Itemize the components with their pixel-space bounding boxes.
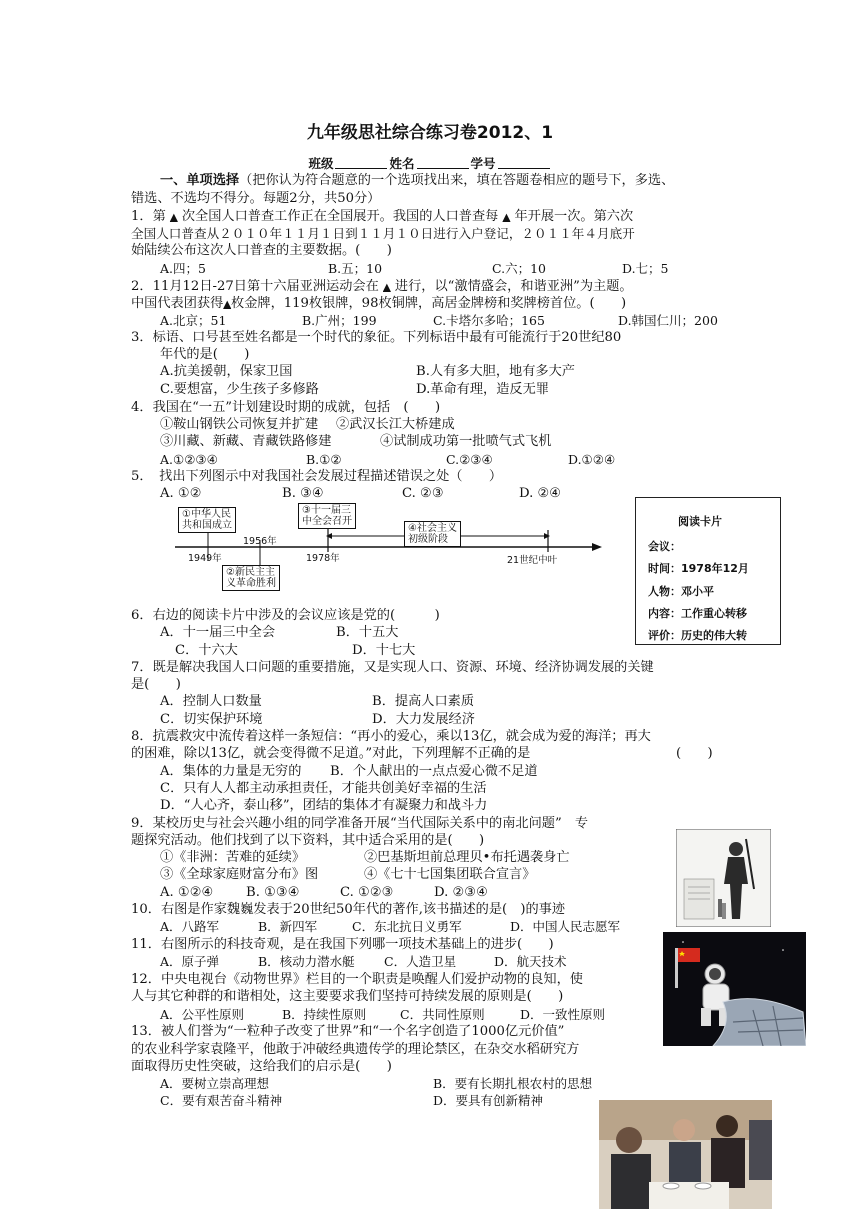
q9-option-c[interactable]: C. ①②③: [340, 885, 394, 900]
q9-statement-3: ③《全球家庭财富分布》图: [160, 867, 319, 882]
q13-option-d[interactable]: D．要具有创新精神: [433, 1093, 544, 1108]
q4-option-d[interactable]: D.①②④: [568, 452, 616, 467]
question-13-line-1: 13．被人们誉为“一粒种子改变了世界”和“一个名字创造了1000亿元价值”: [131, 1024, 565, 1039]
q6-option-a[interactable]: A．十一届三中全会: [160, 625, 276, 640]
question-12-line-2: 人与其它种群的和谐相处，这主要要求我们坚持可持续发展的原则是( ): [131, 989, 564, 1004]
q4-statement-2: ②武汉长江大桥建成: [336, 417, 455, 432]
q10-option-b[interactable]: B．新四军: [258, 919, 318, 934]
q12-option-c[interactable]: C．共同性原则: [400, 1007, 485, 1022]
question-7-line-2: 是( ): [131, 677, 181, 692]
q5-option-c[interactable]: C. ②③: [402, 486, 444, 501]
question-12-line-1: 12．中央电视台《动物世界》栏目的一个职责是唤醒人们爱护动物的良知，使: [131, 972, 583, 987]
q10-option-a[interactable]: A．八路军: [160, 919, 220, 934]
q6-option-d[interactable]: D．十七大: [352, 643, 416, 658]
question-1-line-3: 始陆续公布这次人口普查的主要数据。( ): [131, 243, 392, 258]
q13-option-a[interactable]: A．要树立崇高理想: [160, 1076, 270, 1091]
blank-marker: ▲: [502, 212, 511, 223]
blank-marker: ▲: [223, 299, 232, 310]
q1-option-d[interactable]: D.七；5: [622, 261, 669, 276]
blank-marker: ▲: [169, 212, 178, 223]
q4-statement-1: ①鞍山钢铁公司恢复并扩建: [160, 417, 319, 432]
q3-option-a[interactable]: A.抗美援朝，保家卫国: [160, 364, 293, 379]
q5-option-a[interactable]: A. ①②: [160, 486, 202, 501]
question-13-line-2: 的农业科学家袁隆平，他敢于冲破经典遗传学的理论禁区，在杂交水稻研究方: [131, 1042, 580, 1057]
q4-option-c[interactable]: C.②③④: [446, 452, 493, 467]
question-8-line-2: 的困难，除以13亿，就会变得微不足道。”对此，下列理解不正确的是: [131, 746, 531, 761]
q11-option-c[interactable]: C．人造卫星: [384, 954, 457, 969]
q4-option-b[interactable]: B.①②: [306, 452, 342, 467]
question-9-line-2: 题探究活动。他们找到了以下资料，其中适合采用的是( ): [131, 833, 485, 848]
question-9-line-1: 9．某校历史与社会兴趣小组的同学准备开展“当代国际关系中的南北问题” 专: [131, 816, 589, 831]
question-11-line-1: 11．右图所示的科技奇观，是在我国下列哪一项技术基础上的进步( ): [131, 937, 554, 952]
card-content: 内容：工作重心转移: [648, 607, 747, 620]
blank-marker: ▲: [383, 282, 391, 293]
q4-statement-3: ③川藏、新藏、青藏铁路修建: [160, 434, 332, 449]
class-label: 班级: [308, 156, 334, 171]
q3-option-b[interactable]: B.人有多大胆，地有多大产: [416, 364, 575, 379]
q9-statement-4: ④《七十七国集团联合宣言》: [364, 867, 536, 882]
q4-statement-4: ④试制成功第一批喷气式飞机: [380, 434, 552, 449]
q3-option-c[interactable]: C.要想富，少生孩子多修路: [160, 382, 319, 397]
student-info-line: [0, 154, 860, 172]
timeline-label-1949: 1949年: [188, 553, 222, 564]
q13-option-b[interactable]: B．要有长期扎根农村的思想: [433, 1076, 593, 1091]
q9-option-b[interactable]: B. ①③④: [246, 885, 300, 900]
card-time: 时间：1978年12月: [648, 562, 749, 575]
id-label: 学号: [470, 156, 496, 171]
question-10-line-1: 10．右图是作家魏巍发表于20世纪50年代的著作,该书描述的是( )的事迹: [131, 902, 566, 917]
q1-option-b[interactable]: B.五；10: [328, 261, 383, 276]
id-blank[interactable]: [498, 156, 550, 169]
q2-option-c[interactable]: C.卡塔尔多哈；165: [433, 313, 545, 328]
q10-option-d[interactable]: D．中国人民志愿军: [510, 919, 621, 934]
card-person: 人物：邓小平: [648, 585, 714, 598]
q7-option-d[interactable]: D．大力发展经济: [372, 712, 475, 727]
card-evaluation: 评价：历史的伟大转: [648, 629, 747, 642]
card-title: 阅读卡片: [678, 515, 722, 528]
q5-option-d[interactable]: D. ②④: [519, 486, 562, 501]
question-3-line-1: 3．标语、口号甚至姓名都是一个时代的象征。下列标语中最有可能流行于20世纪80: [131, 330, 622, 345]
question-7-line-1: 7．既是解决我国人口问题的重要措施，又是实现人口、资源、环境、经济协调发展的关键: [131, 660, 654, 675]
q13-option-c[interactable]: C．要有艰苦奋斗精神: [160, 1093, 283, 1108]
timeline-box-2: ②新民主主 义革命胜利: [222, 565, 280, 591]
question-1-line-2: 全国人口普查从２０１０年１１月１日到１１月１０日进行入户登记，２０１１年４月底开: [131, 226, 635, 241]
q8-option-a[interactable]: A．集体的力量是无穷的: [160, 764, 302, 779]
q1-option-a[interactable]: A.四；5: [160, 261, 206, 276]
name-blank[interactable]: [417, 156, 469, 169]
question-13-line-3: 面取得历史性突破，这给我们的启示是( ): [131, 1059, 392, 1074]
timeline-box-1: ①中华人民 共和国成立: [178, 507, 236, 533]
q7-option-b[interactable]: B．提高人口素质: [372, 694, 475, 709]
q6-option-c[interactable]: C．十六大: [175, 643, 238, 658]
book-cover-soldier-image: [676, 829, 771, 927]
q1-option-c[interactable]: C.六；10: [492, 261, 546, 276]
name-label: 姓名: [389, 156, 415, 171]
q9-option-a[interactable]: A. ①②④: [160, 885, 214, 900]
q8-option-d[interactable]: D．“人心齐，泰山移”，团结的集体才有凝聚力和战斗力: [160, 798, 488, 813]
q10-option-c[interactable]: C．东北抗日义勇军: [352, 919, 462, 934]
q8-option-b[interactable]: B．个人献出的一点点爱心微不足道: [330, 764, 538, 779]
q9-option-d[interactable]: D. ②③④: [434, 885, 488, 900]
meeting-photo-image: [599, 1100, 772, 1209]
q12-option-d[interactable]: D．一致性原则: [520, 1007, 606, 1022]
timeline-box-4: ④社会主义 初级阶段: [404, 521, 461, 547]
q7-option-c[interactable]: C．切实保护环境: [160, 712, 263, 727]
timeline-label-21c: 21世纪中叶: [507, 555, 558, 566]
astronaut-spacewalk-image: [663, 932, 806, 1046]
timeline-box-3: ③十一届三 中全会召开: [298, 503, 356, 529]
q12-option-b[interactable]: B．持续性原则: [282, 1007, 367, 1022]
q2-option-b[interactable]: B.广州；199: [302, 313, 377, 328]
q8-option-c[interactable]: C．只有人人都主动承担责任，才能共创美好幸福的生活: [160, 781, 487, 796]
section-heading: 一、单项选择（把你认为符合题意的一个选项找出来，填在答题卷相应的题号下，多选、: [160, 173, 675, 188]
question-5-line-1: 5． 找出下列图示中对我国社会发展过程描述错误之处（ ）: [131, 469, 503, 484]
question-2-line-1: 2．11月12日-27日第十六届亚洲运动会在 ▲ 进行，以“激情盛会，和谐亚洲”为主题。: [131, 279, 633, 294]
q12-option-a[interactable]: A．公平性原则: [160, 1007, 245, 1022]
q6-option-b[interactable]: B．十五大: [336, 625, 399, 640]
section-instructions: 错选、不选均不得分。每题2分，共50分）: [131, 191, 381, 206]
q11-option-b[interactable]: B．核动力潜水艇: [258, 954, 355, 969]
question-4-line-1: 4．我国在“一五”计划建设时期的成就，包括 ( ): [131, 400, 441, 415]
q3-option-d[interactable]: D.革命有理，造反无罪: [416, 382, 549, 397]
timeline-label-1956: 1956年: [243, 536, 277, 547]
q2-option-d[interactable]: D.韩国仁川；200: [618, 313, 718, 328]
question-1-line-1: 1．第 ▲ 次全国人口普查工作正在全国展开。我国的人口普查每 ▲ 年开展一次。第六次: [131, 209, 634, 224]
reading-card: [635, 497, 781, 645]
q4-option-a[interactable]: A.①②③④: [160, 452, 218, 467]
q7-option-a[interactable]: A．控制人口数量: [160, 694, 262, 709]
q11-option-d[interactable]: D．航天技术: [494, 954, 567, 969]
question-6-line-1: 6．右边的阅读卡片中涉及的会议应该是党的( ): [131, 608, 440, 623]
class-blank[interactable]: [335, 156, 387, 169]
question-8-answer-paren: ( ): [676, 746, 713, 761]
q9-statement-2: ②巴基斯坦前总理贝•布托遇袭身亡: [364, 850, 570, 865]
question-2-line-2: 中国代表团获得▲枚金牌，119枚银牌，98枚铜牌，高居金牌榜和奖牌榜首位。( ): [131, 296, 627, 311]
page-title: 九年级思社综合练习卷2012、1: [306, 123, 554, 143]
timeline-label-1978: 1978年: [306, 553, 340, 564]
question-8-line-1: 8．抗震救灾中流传着这样一条短信：“再小的爱心，乘以13亿，就会成为爱的海洋；再大: [131, 729, 651, 744]
question-3-line-2: 年代的是( ): [160, 347, 250, 362]
card-meeting: 会议：: [648, 540, 681, 553]
q5-option-b[interactable]: B. ③④: [282, 486, 324, 501]
q9-statement-1: ①《非洲：苦难的延续》: [160, 850, 306, 865]
q11-option-a[interactable]: A．原子弹: [160, 954, 220, 969]
q2-option-a[interactable]: A.北京；51: [160, 313, 227, 328]
